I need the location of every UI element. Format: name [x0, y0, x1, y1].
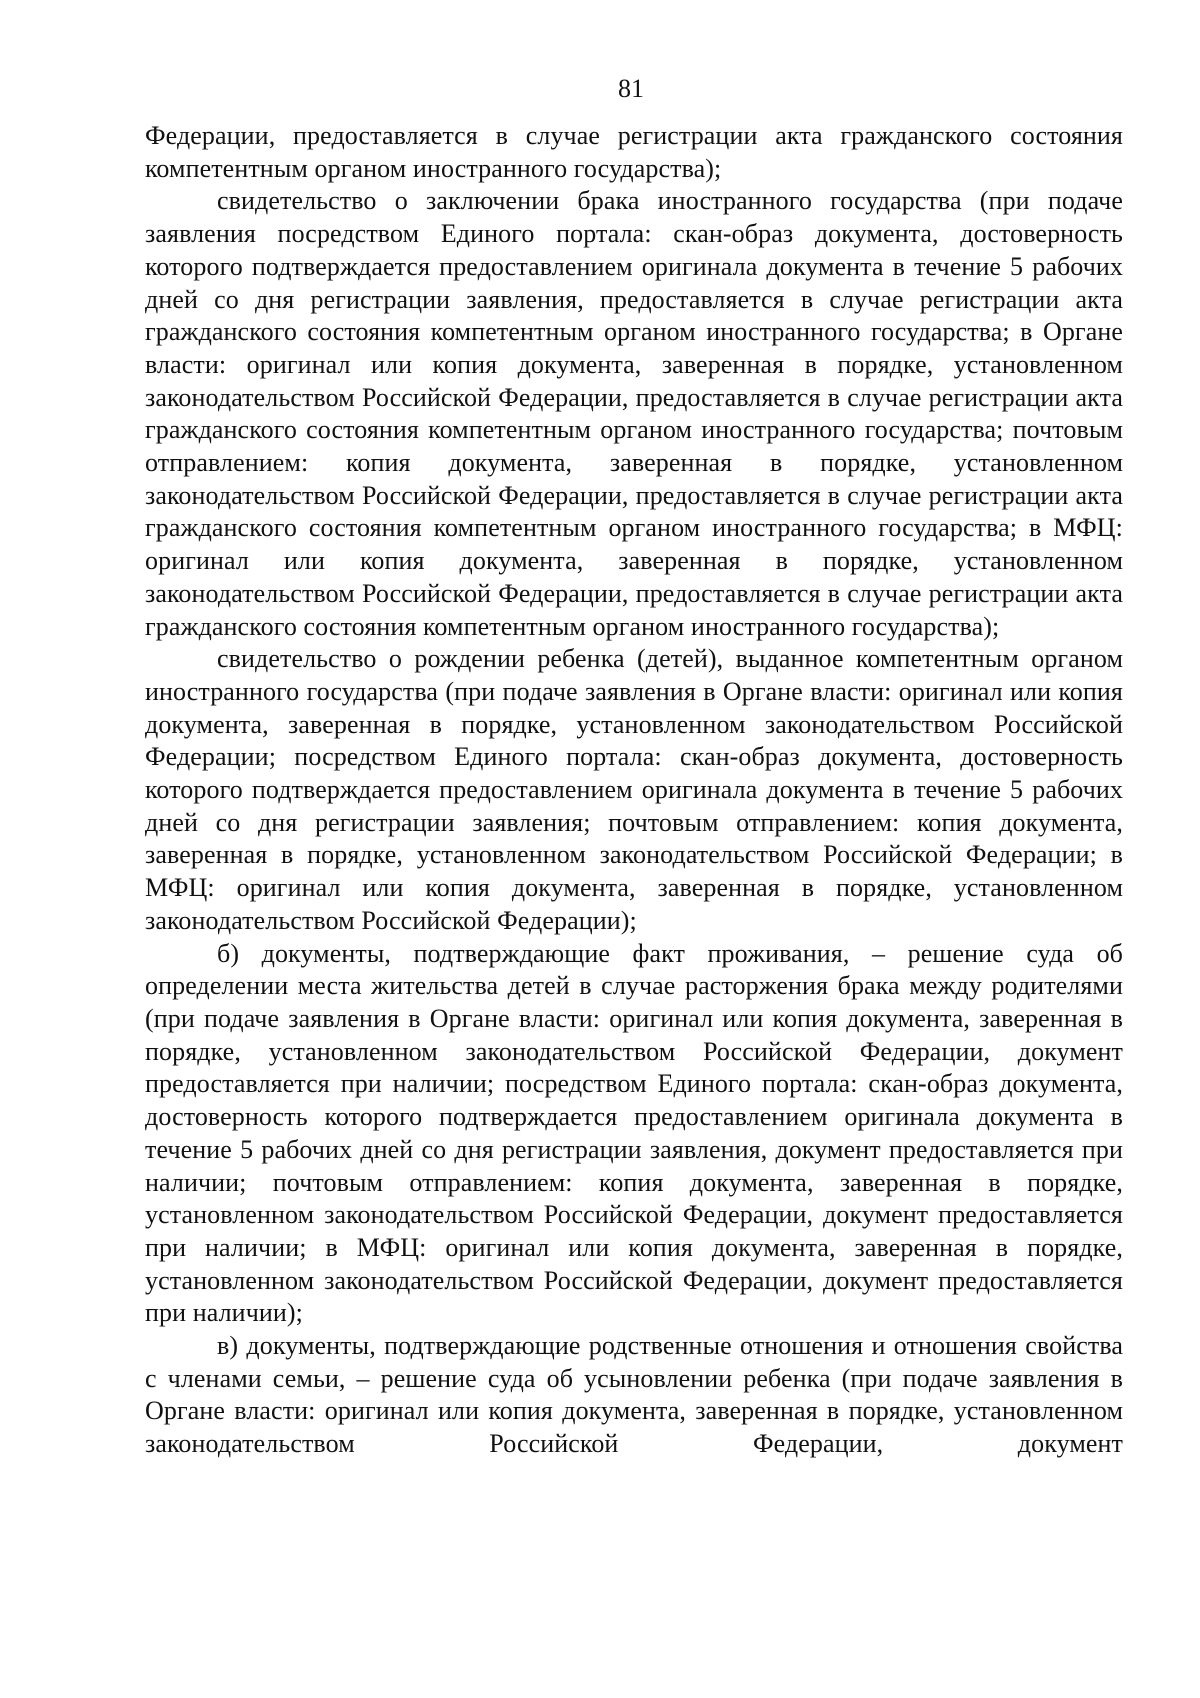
document-body: [145, 120, 1123, 1461]
paragraph: Федерации, предоставляется в случае регистрации акта гражданского состояния компетентным органом иностранного государства);: [145, 121, 1123, 183]
paragraph: в) документы, подтверждающие родственные отношения и отношения свойства с членами семьи, – решение суда об усыновлении ребенка (при подаче заявления в Органе власти: оригинал или копия документа, заверенная в порядке, установленном законодательством Российской Федерации, документ: [145, 1331, 1123, 1459]
paragraph: свидетельство о рождении ребенка (детей), выданное компетентным органом иностранного государства (при подаче заявления в Органе власти: оригинал или копия документа, заверенная в порядке, установленном законодательством Российской Федерации; посредством Единого портала: скан-образ документа, достоверность которого подтверждается предоставлением оригинала документа в течение 5 рабочих дней со дня регистрации заявления; почтовым отправлением: копия документа, заверенная в порядке, установленном законодательством Российской Федерации; в МФЦ: оригинал или копия документа, заверенная в порядке, установленном законодательством Российской Федерации);: [145, 644, 1123, 935]
page-number: 81: [618, 74, 644, 103]
paragraph: б) документы, подтверждающие факт проживания, – решение суда об определении места жительства детей в случае расторжения брака между родителями (при подаче заявления в Органе власти: оригинал или копия документа, заверенная в порядке, установленном законодательством Российской Федерации, документ предоставляется при наличии; посредством Единого портала: скан-образ документа, достоверность которого подтверждается предоставлением оригинала документа в течение 5 рабочих дней со дня регистрации заявления, документ предоставляется при наличии; почтовым отправлением: копия документа, заверенная в порядке, установленном законодательством Российской Федерации, документ предоставляется при наличии; в МФЦ: оригинал или копия документа, заверенная в порядке, установленном законодательством Российской Федерации, документ предоставляется при наличии);: [145, 938, 1123, 1328]
paragraph: свидетельство о заключении брака иностранного государства (при подаче заявления посредством Единого портала: скан-образ документа, достоверность которого подтверждается предоставлением оригинала документа в течение 5 рабочих дней со дня регистрации заявления, предоставляется в случае регистрации акта гражданского состояния компетентным органом иностранного государства; в Органе власти: оригинал или копия документа, заверенная в порядке, установленном законодательством Российской Федерации, предоставляется в случае регистрации акта гражданского состояния компетентным органом иностранного государства; почтовым отправлением: копия документа, заверенная в порядке, установленном законодательством Российской Федерации, предоставляется в случае регистрации акта гражданского состояния компетентным органом иностранного государства; в МФЦ: оригинал или копия документа, заверенная в порядке, установленном законодательством Российской Федерации, предоставляется в случае регистрации акта гражданского состояния компетентным органом иностранного государства);: [145, 186, 1123, 641]
